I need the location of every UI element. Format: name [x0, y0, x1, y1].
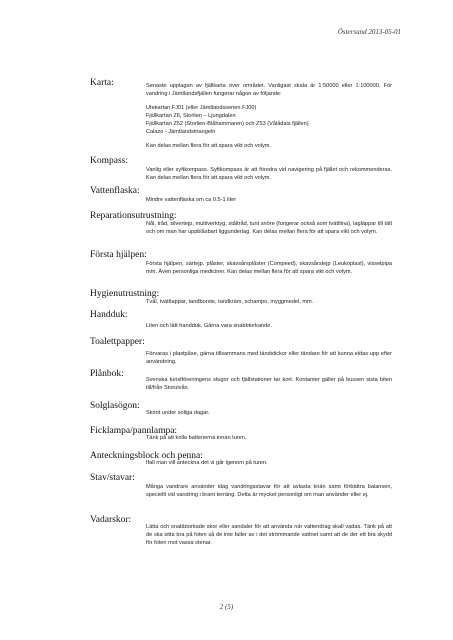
description-paragraph [146, 350, 392, 366]
description-text: Mindre vattenflaska om ca 0.5-1 liter [146, 197, 237, 203]
description-paragraph [146, 82, 392, 98]
section-heading: Toalettpapper: [90, 337, 145, 347]
description-text: Första hjälpen, särtejp, plåster, skavsårsplåster (Compeed), skavsårstejp (Leukoplast), visselpipa mm. Även personliga mediciner. Kan delas mellan flera för att spara vikt och volym. [146, 261, 392, 275]
description-text: Fjällkartan Z52 (Storlien-Blåhammaren) och Z53 (Vålådals fjällen) [146, 121, 309, 127]
section-description [146, 82, 392, 150]
section-description [146, 434, 392, 442]
section-description [146, 409, 392, 417]
section-heading: Solglasögon: [90, 401, 140, 411]
description-paragraph [146, 166, 392, 182]
description-text: Ifall man vill anteckna det vi går igenom på turen. [146, 460, 268, 466]
section-description [146, 376, 392, 392]
section-description [146, 166, 392, 182]
description-paragraph [146, 298, 392, 306]
section-description [146, 483, 392, 499]
description-paragraph [146, 220, 392, 236]
description-text: Utekartan FJ01 (eller Jämtlandsserien FJ00) [146, 105, 257, 111]
section-description [146, 220, 392, 236]
description-paragraph [146, 459, 392, 467]
page-header-date: Östersund 2013-05-01 [337, 28, 401, 36]
description-text: Tvål, tvättlappar, tandborste, tandkräm, schampo, myggmedel, mm. [146, 299, 314, 305]
description-text: Kan delas mellan flera för att spara vikt och volym. [146, 143, 271, 149]
description-text: Skönt under soliga dagar. [146, 410, 210, 416]
description-text: Senaste upplagan av fjällkarta över området. Vanligast skala är 1:50000 eller 1:100000. För vandring i Jämtlandsfjällen fungerar någon av följande: [146, 83, 392, 97]
description-paragraph [146, 196, 392, 204]
description-text: Fjällkartan Z6, Storlien – Ljungdalen [146, 113, 236, 119]
description-paragraph [146, 483, 392, 499]
description-paragraph [146, 104, 392, 136]
description-paragraph [146, 409, 392, 417]
section-description [146, 523, 392, 547]
description-text: Nål, tråd, silvertejp, multiverktyg, ståltråd, tunt snöre (fungerar också som tvättlina), lagläppar till tält och om man har uppblåsbart liggunderlag. Kan delas mellan flera för att spara vikt och volym. [146, 221, 392, 235]
description-paragraph [146, 322, 392, 330]
description-text: Förvaras i plastpåse, gärna tillsammans med tändstickor eller tändare för att kunna eldas upp efter användning. [146, 351, 392, 365]
section-heading: Ficklampa/pannlampa: [90, 426, 178, 436]
section-heading: Reparationsutrustning: [90, 211, 177, 221]
section-heading: Stav/stavar: [90, 473, 135, 483]
section-description [146, 350, 392, 366]
section-heading: Plånbok: [90, 369, 124, 379]
description-text: Vanlig eller syftkompass. Syftkompass är att föredra vid navigering på fjället och rekommenderas. Kan delas mellan flera för att spara vikt och volym. [146, 167, 392, 181]
section-heading: Karta: [90, 78, 114, 88]
section-heading: Handduk: [90, 310, 128, 320]
section-description [146, 260, 392, 276]
description-text: Tänk på att kolla batterierna innan turen. [146, 435, 247, 441]
section-heading: Hygienutrustning: [90, 289, 160, 299]
description-text: Liten och lätt handduk. Gärna vara snabbtorkande. [146, 323, 272, 329]
section-heading: Vattenflaska: [90, 186, 140, 196]
section-heading: Första hjälpen: [90, 250, 147, 260]
description-text: Calazo - Jämtlandstriangeln [146, 129, 216, 135]
description-paragraph [146, 434, 392, 442]
description-text: Många vandrare använder idag vandringsstavar för att avlasta knän samt förbättra balansen, speciellt vid vandring i brant terräng. Detta är mycket personligt om man använder eller ej. [146, 484, 392, 498]
description-paragraph [146, 376, 392, 392]
page-number: 2 (5) [219, 603, 234, 611]
section-description [146, 196, 392, 204]
section-heading: Vadarskor: [90, 515, 132, 525]
section-description [146, 322, 392, 330]
section-description [146, 298, 392, 306]
description-paragraph [146, 142, 392, 150]
section-description [146, 459, 392, 467]
section-heading: Kompass: [90, 156, 128, 166]
description-paragraph [146, 523, 392, 547]
section-heading: Anteckningsblock och penna: [90, 451, 203, 461]
description-text: Lätta och snabbtorkade skor eller sandaler för att använda när vattendrag skall vadas. Tänk på att de ska sitta bra på foten så de inte faller av i det strömmande vattnet samt att de der ett bra skydd för foten mot vassa stenar. [146, 524, 392, 546]
description-paragraph [146, 260, 392, 276]
description-text: Svenska turistföreningens stugor och fjällstationer tar kort. Kontanter gäller på bussen sista biten till/från Storulvån. [146, 377, 392, 391]
